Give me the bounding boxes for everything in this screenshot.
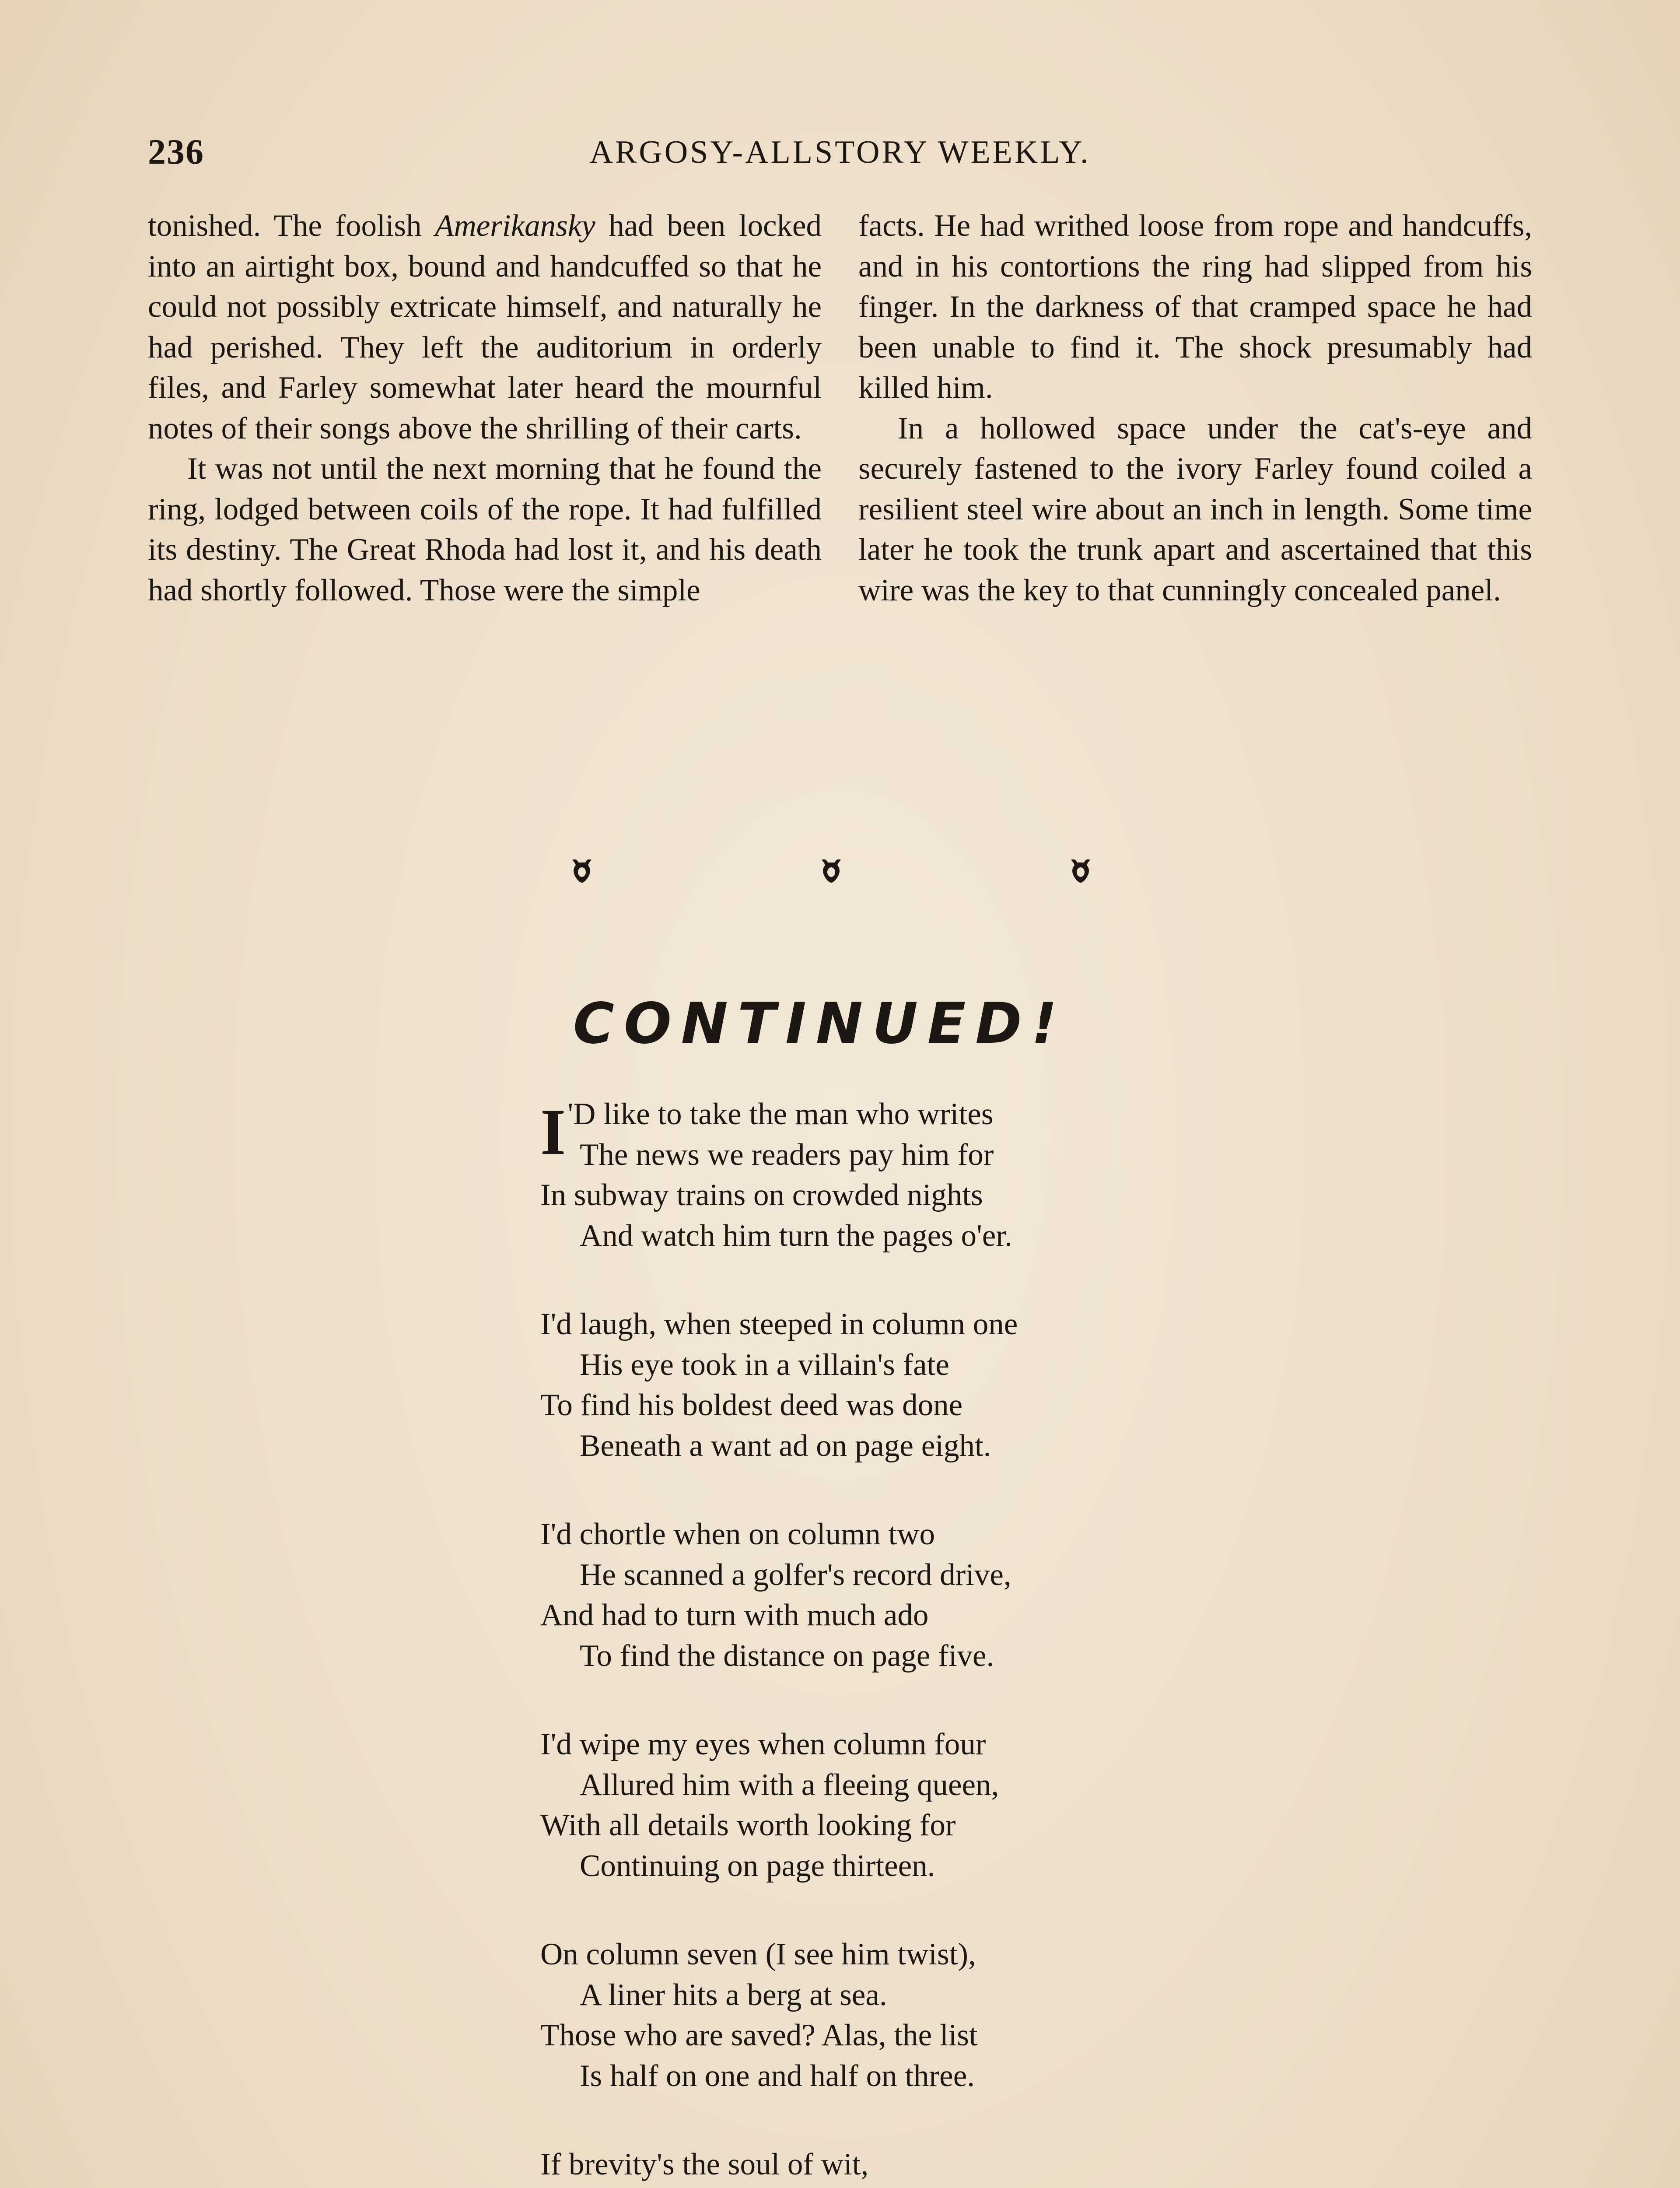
poem-stanza (540, 2144, 1197, 2188)
poem-title: CONTINUED! (573, 991, 1067, 1056)
poem-line: To find his boldest deed was done (540, 1388, 963, 1422)
page-number: 236 (148, 132, 204, 172)
poem-line: On column seven (I see him twist), (540, 1937, 976, 1971)
running-head: ARGOSY-ALLSTORY WEEKLY. (589, 134, 1091, 170)
poem-line: I'd chortle when on column two (540, 1517, 935, 1551)
poem-stanza (540, 1514, 1197, 1676)
poem-line: He scanned a golfer's record drive, (580, 1557, 1012, 1592)
page-header (148, 131, 1532, 179)
poem-line: Those who are saved? Alas, the list (540, 2018, 978, 2052)
poem-line: And watch him turn the pages o'er. (580, 1218, 1012, 1253)
left-column (148, 206, 822, 610)
poem-line: 'D like to take the man who writes (567, 1097, 994, 1131)
story-paragraph: It was not until the next morning that he found the ring, lodged between coils of the rope. It had fulfilled its destiny. The Great Rhoda had lost it, and his death had shortly followed. Those were the simple (148, 452, 822, 607)
poem-line: In subway trains on crowded nights (540, 1178, 983, 1212)
story-paragraph: In a hollowed space under the cat's-eye and securely fastened to the ivory Farley found coiled a resilient steel wire about an inch in length. Some time later he took the trunk apart and ascertained that this wire was the key to that cunningly concealed panel. (858, 411, 1532, 607)
poem-line: Beneath a want ad on page eight. (580, 1428, 991, 1463)
poem-line: A liner hits a berg at sea. (580, 1978, 887, 2012)
poem-stanza (540, 1934, 1197, 2096)
poem-line: I'd laugh, when steeped in column one (540, 1307, 1018, 1341)
poem-line: To find the distance on page five. (580, 1638, 994, 1673)
story-paragraph: facts. He had writhed loose from rope and handcuffs, and in his contortions the ring had slipped from his finger. In the darkness of that cramped space he had been unable to find it. The shock presumably had killed him. (858, 209, 1532, 405)
poem-line: The news we readers pay him for (580, 1137, 994, 1172)
poem-stanza (540, 1304, 1197, 1466)
poem-stanza (540, 1094, 1197, 1256)
section-divider (569, 851, 1094, 891)
story-paragraph (148, 206, 822, 449)
story-columns (148, 206, 1532, 610)
right-column (858, 206, 1532, 610)
poem-line (540, 2185, 1197, 2188)
poem-line: With all details worth looking for (540, 1808, 956, 1842)
poem-line: I'd wipe my eyes when column four (540, 1727, 986, 1761)
fleuron-icon (1068, 856, 1094, 886)
poem-line: Continuing on page thirteen. (580, 1848, 935, 1883)
poem-line: And had to turn with much ado (540, 1598, 929, 1632)
poem-line: Allured him with a fleeing queen, (580, 1767, 999, 1802)
italic-word: Amerikansky (435, 209, 595, 243)
poem-line: If brevity's the soul of wit, (540, 2147, 869, 2181)
poem-line: Is half on one and half on three. (580, 2058, 975, 2093)
drop-cap: I (540, 1096, 566, 1168)
paragraph-text: had been locked into an airtight box, bound and handcuffed so that he could not possibly extricate himself, and naturally he had perished. They left the auditorium in orderly files, and Farley somewhat later heard the mournful notes of their songs above the shrilling of their carts. (148, 209, 822, 445)
fleuron-icon (818, 856, 844, 886)
poem-stanza (540, 1724, 1197, 1886)
fleuron-icon (569, 856, 595, 886)
poem-line: His eye took in a villain's fate (580, 1347, 949, 1382)
paragraph-text: tonished. The foolish (148, 209, 435, 243)
poem-body (540, 1094, 1197, 2188)
